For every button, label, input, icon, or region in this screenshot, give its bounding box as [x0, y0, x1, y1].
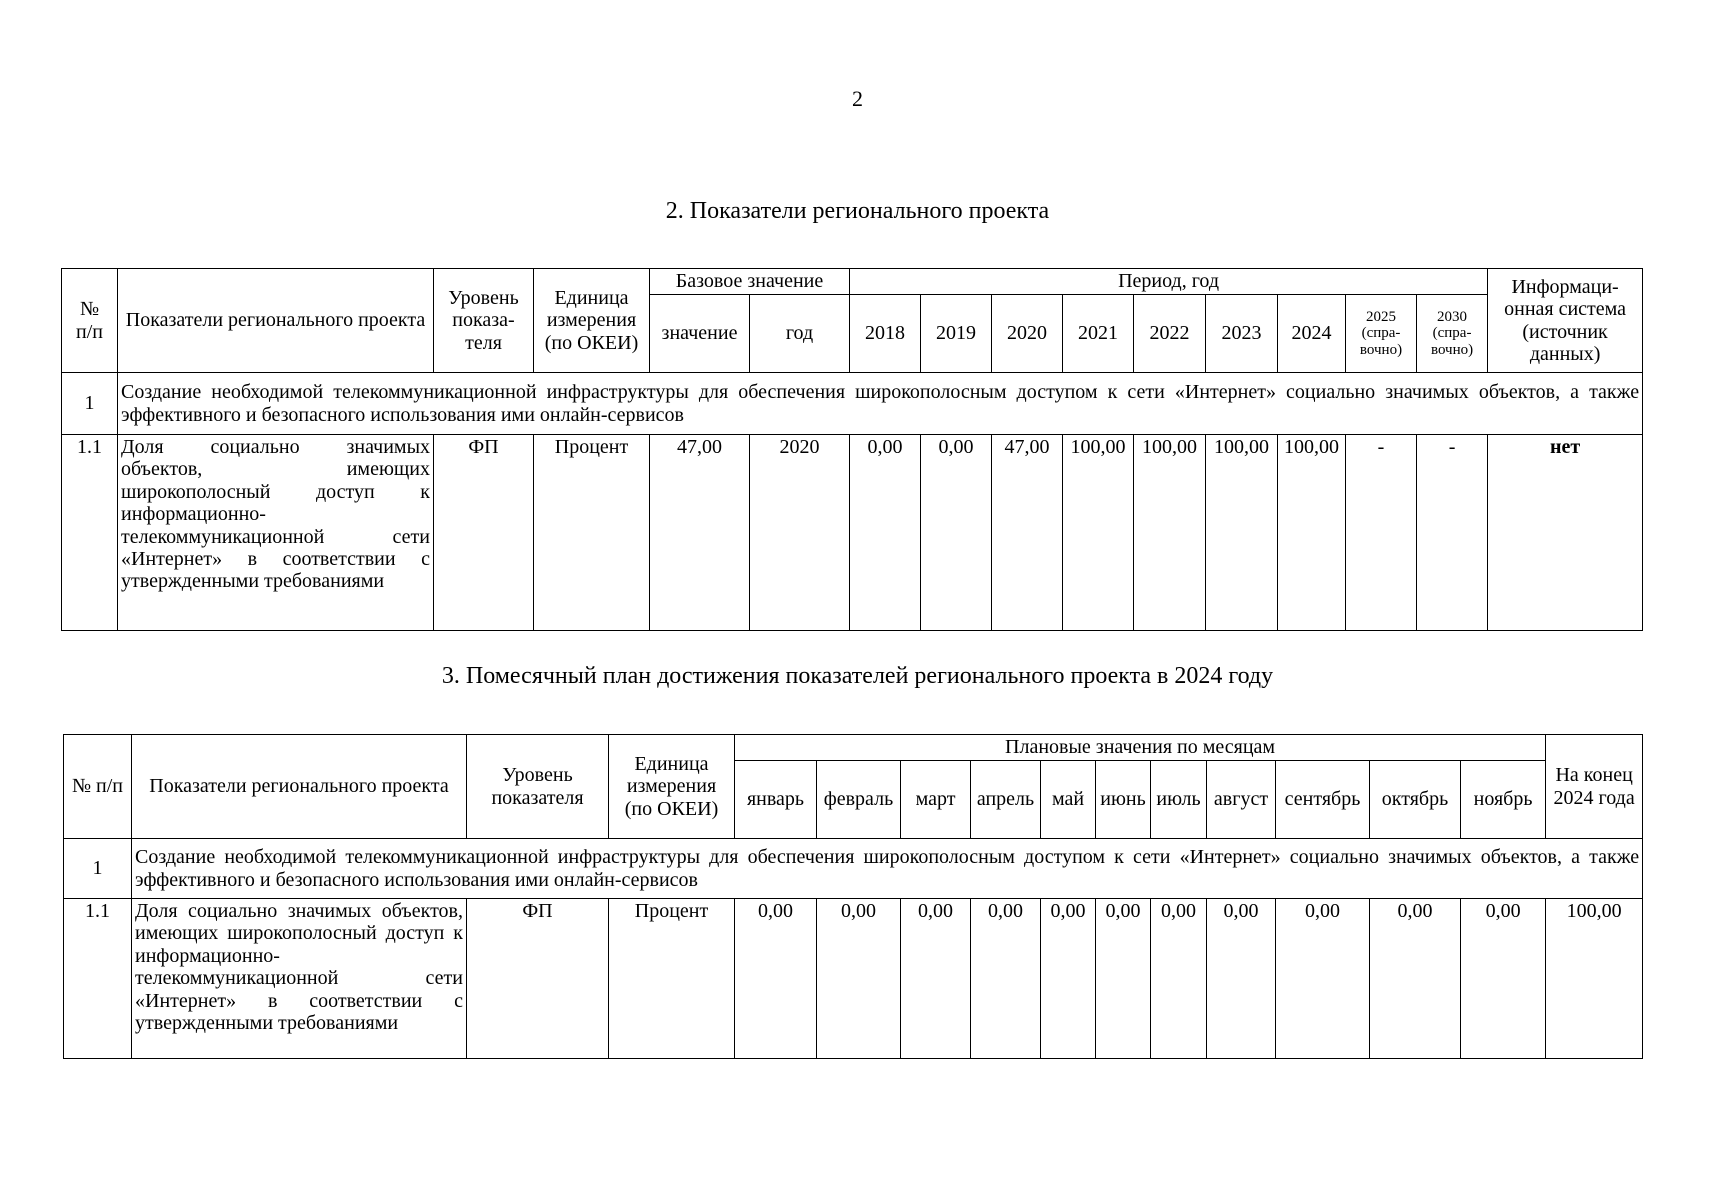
- header-month-aug: август: [1207, 761, 1276, 839]
- regional-project-indicators-table: [61, 268, 1643, 631]
- header-indicator: Показатели регионального проекта: [118, 269, 434, 373]
- row-value-2021: 100,00: [1063, 435, 1134, 631]
- header-year-2023: 2023: [1206, 295, 1278, 373]
- row-base-value: 47,00: [650, 435, 750, 631]
- header-year-2025: 2025 (спра- вочно): [1346, 295, 1417, 373]
- row-value-oct: 0,00: [1370, 899, 1461, 1059]
- section-2-title: 2. Показатели регионального проекта: [665, 198, 1050, 224]
- header-year-2021: 2021: [1063, 295, 1134, 373]
- row-value-2023: 100,00: [1206, 435, 1278, 631]
- row-base-year: 2020: [750, 435, 850, 631]
- header-month-jan: январь: [735, 761, 817, 839]
- header-month-nov: ноябрь: [1461, 761, 1546, 839]
- row-value-feb: 0,00: [817, 899, 901, 1059]
- row-value-aug: 0,00: [1207, 899, 1276, 1059]
- header-year-2020: 2020: [992, 295, 1063, 373]
- row-num: 1.1: [64, 899, 132, 1059]
- header-year-2030: 2030 (спра- вочно): [1417, 295, 1488, 373]
- row-value-2019: 0,00: [921, 435, 992, 631]
- section-3-title: 3. Помесячный план достижения показателей регионального проекта в 2024 году: [441, 663, 1274, 689]
- header-month-may: май: [1041, 761, 1096, 839]
- page-number: 2: [852, 86, 863, 111]
- header-year-2018: 2018: [850, 295, 921, 373]
- row-unit: Процент: [534, 435, 650, 631]
- header-info-system: Информаци- онная система (источник данных): [1488, 269, 1643, 373]
- row-level: ФП: [434, 435, 534, 631]
- header-unit: Единица измерения (по ОКЕИ): [609, 735, 735, 839]
- row-value-2024: 100,00: [1278, 435, 1346, 631]
- row-num: 1.1: [62, 435, 118, 631]
- header-level: Уровень показателя: [467, 735, 609, 839]
- row-value-jun: 0,00: [1096, 899, 1151, 1059]
- monthly-plan-table: [63, 734, 1643, 1059]
- row-level: ФП: [467, 899, 609, 1059]
- header-year-2022: 2022: [1134, 295, 1206, 373]
- row-unit: Процент: [609, 899, 735, 1059]
- row-end-of-year: 100,00: [1546, 899, 1643, 1059]
- header-month-oct: октябрь: [1370, 761, 1461, 839]
- row-value-jul: 0,00: [1151, 899, 1207, 1059]
- header-base-value-group: Базовое значение: [650, 269, 850, 295]
- row-indicator: Доля социально значимых объектов, имеющих широкополосный доступ к информационно-телекоммуникационной сети «Интернет» в соответствии с утвержденными требованиями: [118, 435, 434, 631]
- header-num: № п/п: [62, 269, 118, 373]
- header-month-jul: июль: [1151, 761, 1207, 839]
- row-value-apr: 0,00: [971, 899, 1041, 1059]
- header-level: Уровень показа- теля: [434, 269, 534, 373]
- row-value-2018: 0,00: [850, 435, 921, 631]
- header-base-value: значение: [650, 295, 750, 373]
- row-indicator: Доля социально значимых объектов, имеющих широкополосный доступ к информационно-телекоммуникационной сети «Интернет» в соответствии с утвержденными требованиями: [132, 899, 467, 1059]
- header-year-2024: 2024: [1278, 295, 1346, 373]
- row-value-nov: 0,00: [1461, 899, 1546, 1059]
- row-value-mar: 0,00: [901, 899, 971, 1059]
- row-info-system: нет: [1488, 435, 1643, 631]
- header-unit: Единица измерения (по ОКЕИ): [534, 269, 650, 373]
- header-end-of-year: На конец 2024 года: [1546, 735, 1643, 839]
- header-base-year: год: [750, 295, 850, 373]
- row-value-jan: 0,00: [735, 899, 817, 1059]
- group-row-text: Создание необходимой телекоммуникационной инфраструктуры для обеспечения широкополосным доступом к сети «Интернет» социально значимых объектов, а также эффективного и безопасного использования ими онлайн-сервисов: [132, 839, 1643, 899]
- row-value-2022: 100,00: [1134, 435, 1206, 631]
- group-row-num: 1: [62, 373, 118, 435]
- header-month-jun: июнь: [1096, 761, 1151, 839]
- row-value-2025: -: [1346, 435, 1417, 631]
- header-month-sep: сентябрь: [1276, 761, 1370, 839]
- header-monthly-values: Плановые значения по месяцам: [735, 735, 1546, 761]
- header-year-2019: 2019: [921, 295, 992, 373]
- row-value-sep: 0,00: [1276, 899, 1370, 1059]
- group-row-text: Создание необходимой телекоммуникационной инфраструктуры для обеспечения широкополосным доступом к сети «Интернет» социально значимых объектов, а также эффективного и безопасного использования ими онлайн-сервисов: [118, 373, 1643, 435]
- header-period: Период, год: [850, 269, 1488, 295]
- row-value-2020: 47,00: [992, 435, 1063, 631]
- header-indicator: Показатели регионального проекта: [132, 735, 467, 839]
- row-value-2030: -: [1417, 435, 1488, 631]
- header-month-mar: март: [901, 761, 971, 839]
- header-month-feb: февраль: [817, 761, 901, 839]
- group-row-num: 1: [64, 839, 132, 899]
- header-num: № п/п: [64, 735, 132, 839]
- header-month-apr: апрель: [971, 761, 1041, 839]
- row-value-may: 0,00: [1041, 899, 1096, 1059]
